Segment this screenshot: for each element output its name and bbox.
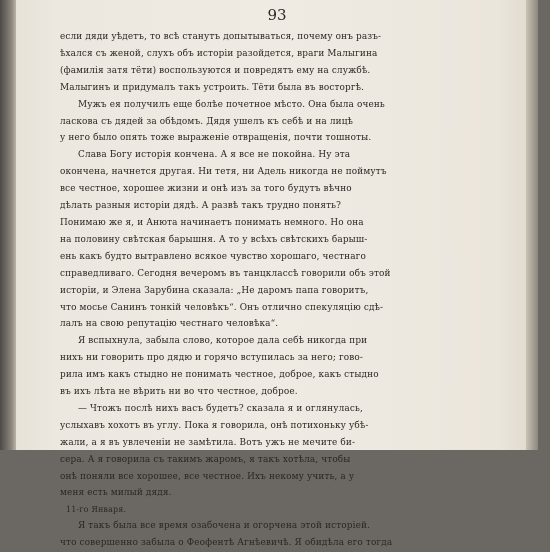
text-line: ѣхался съ женой, слухъ объ исторіи разойдется, враги Малыгина [60,48,378,59]
text-line: Мужъ ея получилъ еще болѣе почетное мѣсто. Она была очень [78,99,385,110]
text-line: услыхавъ хохотъ въ углу. Пока я говорила, онѣ потихоньку убѣ- [60,420,369,431]
book-spine-shadow [0,0,16,450]
text-line: онѣ поняли все хорошее, все честное. Ихъ некому учить, а у [60,471,355,482]
text-line: исторіи, и Элена Зарубина сказала: „Не даромъ папа говоритъ, [60,285,369,296]
text-line: жали, а я въ увлеченіи не замѣтила. Вотъ ужъ не мечите би- [60,437,356,448]
text-line: у него было опять тоже выраженіе отвращенія, почти тошноты. [60,133,372,144]
text-line: Слава Богу исторія кончена. А я все не покойна. Ну эта [78,150,351,161]
text-line: нихъ ни говорить про дядю и горячо вступилась за него; гово- [60,353,364,364]
text-line: Малыгинъ и придумалъ такъ устроить. Тёти была въ восторгѣ. [60,82,365,93]
text-line: меня есть милый дядя. [60,488,172,499]
date-heading: 11-го Января. [66,505,127,515]
text-line: Понимаю же я, и Анюта начинаетъ понимать немного. Но она [60,217,364,228]
text-line: въ ихъ лѣта не вѣрить ни во что честное, доброе. [60,387,298,398]
text-line: лалъ на свою репутацію честнаго человѣка“. [60,319,279,330]
text-line: справедливаго. Сегодня вечеромъ въ танцклассѣ говорили объ этой [60,268,391,279]
text-line: что мосье Санинъ тонкій человѣкъ“. Онъ отлично спекуляцію сдѣ- [60,302,384,313]
text-line: рила имъ какъ стыдно не понимать честное, доброе, какъ стыдно [60,370,379,381]
text-line: все честное, хорошее жизни и онѣ изъ за того будутъ вѣчно [60,184,352,195]
text-line: окончена, начнется другая. Ни тетя, ни Адель никогда не поймутъ [60,167,387,178]
text-line: ень какъ будто вытравлено всякое чувство хорошаго, честнаго [60,251,366,262]
page-number: 93 [267,6,287,24]
text-line: ласкова съ дядей за обѣдомъ. Дядя ушелъ къ себѣ и на лицѣ [60,116,354,127]
text-line: Я такъ была все время озабочена и огорчена этой исторіей. [78,520,371,531]
text-line: на половину свѣтская барышня. А то у всѣхъ свѣтскихъ барыш- [60,234,368,245]
text-line: сера. А я говорила съ такимъ жаромъ, я такъ хотѣла, чтобы [60,454,351,465]
text-line: Я вспыхнула, забыла слово, которое дала себѣ никогда при [78,336,368,347]
text-line: (фамилія затя тёти) воспользуются и повредятъ ему на службѣ. [60,65,371,76]
text-line: — Чтожъ послѣ нихъ васъ будетъ? сказала я и оглянулась, [78,403,363,414]
text-line: что совершенно забыла о Феофентѣ Агнѣевичѣ. Я обидѣла его тогда [60,537,393,548]
text-line: если дяди уѣдетъ, то всѣ станутъ допытываться, почему онъ разъ- [60,32,382,42]
book-page [16,0,538,548]
page-edge-shadow [526,0,538,450]
body-text [60,29,494,552]
text-line: дѣлать разныя исторіи дядѣ. А развѣ такъ трудно понять? [60,201,342,212]
